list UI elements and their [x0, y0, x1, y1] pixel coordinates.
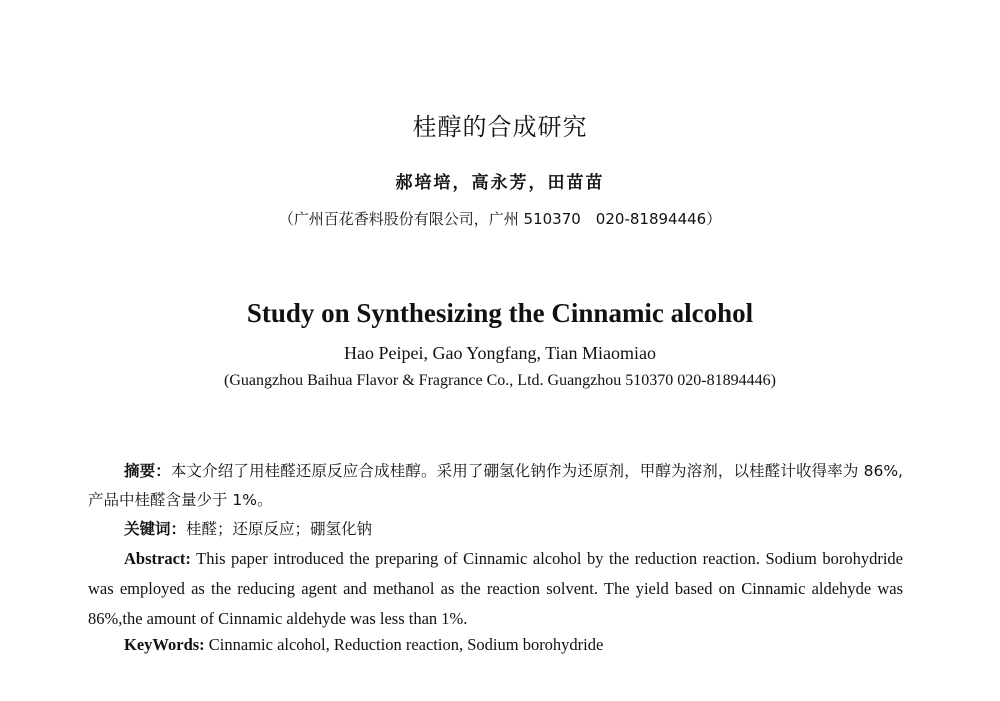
english-authors: Hao Peipei, Gao Yongfang, Tian Miaomiao	[344, 343, 656, 363]
chinese-authors: 郝培培，高永芳，田苗苗	[395, 173, 605, 193]
chinese-abstract-text: 本文介绍了用桂醛还原反应合成桂醇。采用了硼氢化钠作为还原剂，甲醇为溶剂，以桂醛计收得率为 86%,产品中桂醛含量少于 1%。	[88, 462, 903, 509]
english-abstract-label: Abstract:	[124, 549, 191, 568]
chinese-abstract	[88, 457, 903, 515]
english-keywords-text: Cinnamic alcohol, Reduction reaction, Sodium borohydride	[204, 635, 604, 654]
chinese-keywords-text: 桂醛；还原反应；硼氢化钠	[186, 520, 373, 538]
chinese-affiliation: （广州百花香料股份有限公司，广州 510370 020-81894446）	[278, 210, 722, 228]
english-keywords	[88, 632, 903, 658]
english-abstract-text: This paper introduced the preparing of Cinnamic alcohol by the reduction reaction. Sodium borohydride was employed as the reducing agent and methanol as the reaction solvent. The yield based on Cinnamic aldehyde was 86%,the amount of Cinnamic aldehyde was less than 1%.	[88, 549, 903, 628]
chinese-keywords	[88, 516, 903, 542]
english-affiliation: (Guangzhou Baihua Flavor & Fragrance Co., Ltd. Guangzhou 510370 020-81894446)	[224, 372, 776, 389]
english-keywords-label: KeyWords:	[124, 635, 205, 654]
english-title: Study on Synthesizing the Cinnamic alcohol	[246, 298, 754, 328]
chinese-title: 桂醇的合成研究	[412, 113, 588, 141]
chinese-abstract-label: 摘要：	[124, 462, 171, 480]
english-abstract	[88, 544, 903, 634]
chinese-keywords-label: 关键词：	[124, 520, 187, 538]
